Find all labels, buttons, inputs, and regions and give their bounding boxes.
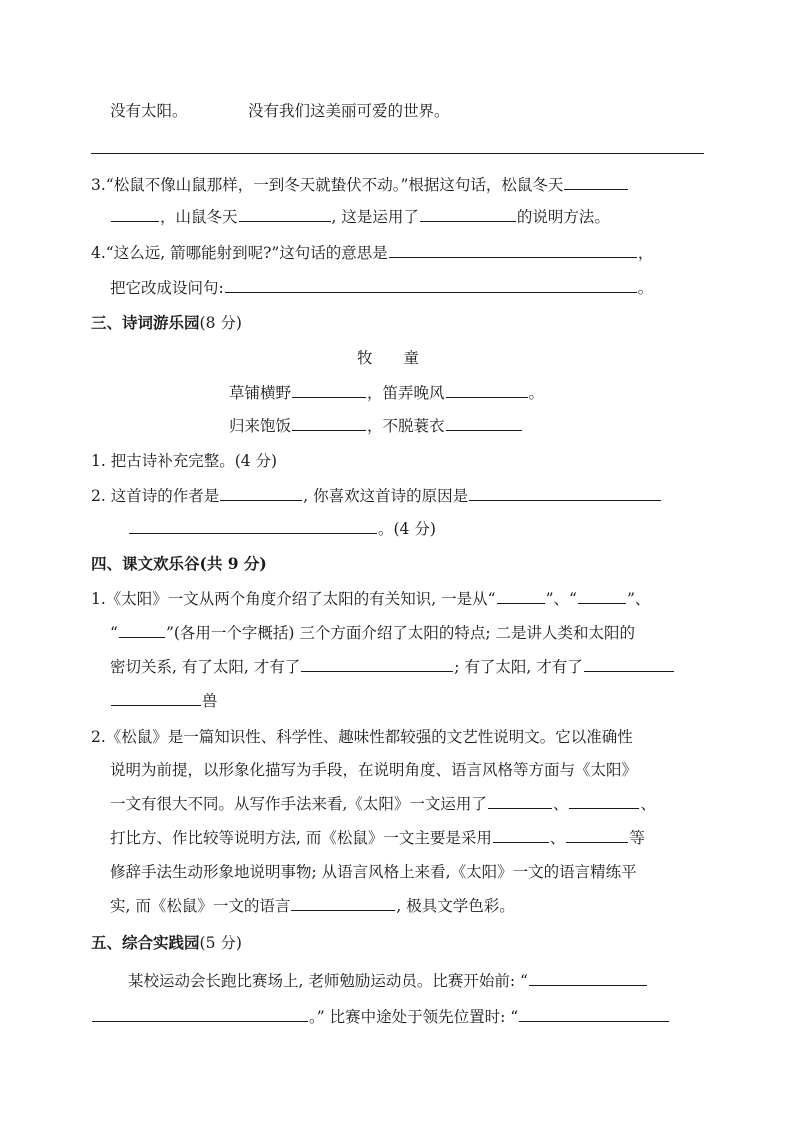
k1-blank3[interactable] [119, 619, 165, 638]
poem-line1 [229, 378, 794, 408]
poem-l1a: 草铺横野 [229, 384, 292, 402]
poem-l2a: 归来饱饭 [229, 417, 292, 435]
k2-text-l4b: 、 [549, 829, 566, 847]
k1-blank5[interactable] [584, 653, 674, 672]
poem-q2-blank2[interactable] [469, 482, 661, 501]
k1-text5: ”(各用一个字概括) 三个方面介绍了太阳的特点; 二是讲人类和太阳的 [165, 624, 636, 642]
k2-line2 [110, 755, 794, 785]
k1-text7: ; 有了太阳, 才有了 [454, 658, 583, 676]
poem-line2 [229, 411, 794, 441]
section4-heading [91, 549, 794, 579]
k2-blank5[interactable] [291, 892, 395, 911]
section5-score: (5 分) [199, 934, 242, 952]
k2-text-l4c: 等 [629, 829, 645, 847]
k2-line1 [91, 722, 794, 752]
answer-line [91, 153, 704, 154]
k1-text3: ”、 [626, 590, 651, 608]
q4-number: 4. [91, 244, 106, 262]
z-text2: 。” 比赛中途处于领先位置时: “ [309, 1008, 519, 1026]
q4-text2: ， [637, 244, 654, 262]
k1-line2 [110, 618, 794, 648]
k1-line1 [91, 584, 794, 614]
k1-blank5-cont[interactable] [111, 687, 201, 706]
k2-blank1[interactable] [488, 790, 552, 809]
poem-q2-blank1[interactable] [220, 482, 302, 501]
q4-text4: 。 [637, 279, 654, 297]
k2-text-l3c: 、 [640, 795, 656, 813]
poem-l1b: ，笛弄晚风 [367, 384, 445, 402]
k2-text-l1: 2.《松鼠》是一篇知识性、科学性、趣味性都较强的文艺性说明文。它以准确性 [91, 728, 633, 746]
k1-blank2[interactable] [578, 585, 626, 604]
k2-line3 [110, 789, 794, 819]
section3-title: 三、诗词游乐园 [91, 313, 200, 332]
poem-q2-text1: 2. 这首诗的作者是 [91, 487, 220, 505]
poem-q2-text2: , 你喜欢这首诗的原因是 [303, 487, 469, 505]
z-line2 [91, 1002, 794, 1032]
poem-blank2[interactable] [446, 379, 528, 398]
k2-blank4[interactable] [566, 824, 628, 843]
q4-blank2[interactable] [225, 274, 637, 293]
k2-text-l5: 修辞手法生动形象地说明事物; 从语言风格上来看,《太阳》一文的语言精练平 [110, 863, 637, 881]
z-blank2[interactable] [519, 1003, 669, 1022]
z-text1: 某校运动会长跑比赛场上, 老师勉励运动员。比赛开始前: “ [128, 972, 528, 990]
poem-q2-line1 [91, 481, 794, 511]
k2-text-l2: 说明为前提，以形象化描写为手段，在说明角度、语言风格等方面与《太阳》 [110, 761, 638, 779]
k2-line4 [110, 823, 794, 853]
k1-text6: 密切关系, 有了太阳, 才有了 [110, 658, 301, 676]
q3-blank1-cont[interactable] [111, 203, 159, 222]
k2-text-l3a: 一文有很大不同。从写作手法来看,《太阳》一文运用了 [110, 795, 487, 813]
z-blank1-cont[interactable] [92, 1003, 308, 1022]
q3-number: 3. [91, 176, 106, 194]
poem-q2-line2 [128, 514, 794, 544]
q4-line1 [91, 238, 794, 268]
poem-q2-text3: 。(4 分) [378, 520, 436, 538]
k1-line3 [110, 652, 794, 682]
section3-score: (8 分) [199, 314, 242, 332]
k2-text-l3b: 、 [552, 795, 569, 813]
k1-text1: 1.《太阳》一文从两个角度介绍了太阳的有关知识, 一是从“ [91, 590, 496, 608]
k1-blank1[interactable] [497, 585, 545, 604]
poem-q2-blank2-cont[interactable] [129, 515, 377, 534]
q3-blank3[interactable] [420, 203, 516, 222]
q4-text1: “这么远, 箭哪能射到呢?”这句话的意思是 [105, 244, 388, 262]
q3-blank1[interactable] [564, 171, 628, 190]
poem-q1-text: 1. 把古诗补充完整。(4 分) [91, 452, 278, 470]
q3-text4: 的说明方法。 [516, 208, 610, 226]
k1-text4: “ [110, 624, 118, 642]
q4-line2 [110, 273, 794, 303]
section4-title: 四、课文欢乐谷(共 9 分) [91, 554, 267, 573]
top-line-left: 没有太阳。 [110, 102, 188, 120]
z-blank1[interactable] [529, 967, 647, 986]
k1-line4 [110, 686, 794, 716]
poem-q1 [91, 446, 794, 476]
q3-line2 [110, 202, 794, 232]
k1-text8: 兽 [202, 692, 218, 710]
k2-text-l6b: , 极具文学色彩。 [396, 897, 515, 915]
q3-text3: , 这是运用了 [331, 208, 419, 226]
k2-blank2[interactable] [569, 790, 639, 809]
k1-text2: ”、“ [545, 590, 577, 608]
k2-text-l4a: 打比方、作比较等说明方法, 而《松鼠》一文主要是采用 [110, 829, 492, 847]
section5-heading [91, 928, 794, 958]
q4-blank1[interactable] [389, 239, 637, 258]
section5-title: 五、综合实践园 [91, 933, 200, 952]
q3-line1 [91, 170, 794, 200]
q3-blank2[interactable] [239, 203, 331, 222]
q3-text2: ，山鼠冬天 [160, 208, 238, 226]
poem-blank4[interactable] [446, 412, 522, 431]
z-line1 [128, 966, 794, 996]
poem-blank1[interactable] [292, 379, 366, 398]
poem-l2b: ，不脱蓑衣 [367, 417, 445, 435]
k2-blank3[interactable] [493, 824, 549, 843]
poem-blank3[interactable] [292, 412, 366, 431]
q4-text3: 把它改成设问句: [110, 279, 224, 297]
k1-blank4[interactable] [301, 653, 453, 672]
poem-title: 牧 童 [357, 349, 420, 367]
poem-l1c: 。 [528, 384, 545, 402]
k2-line5 [110, 857, 794, 887]
section3-heading [91, 308, 794, 338]
q3-text1: “松鼠不像山鼠那样，一到冬天就蛰伏不动。”根据这句话，松鼠冬天 [105, 176, 564, 194]
k2-line6 [110, 891, 794, 921]
top-line-right: 没有我们这美丽可爱的世界。 [248, 102, 450, 120]
k2-text-l6a: 实, 而《松鼠》一文的语言 [110, 897, 291, 915]
